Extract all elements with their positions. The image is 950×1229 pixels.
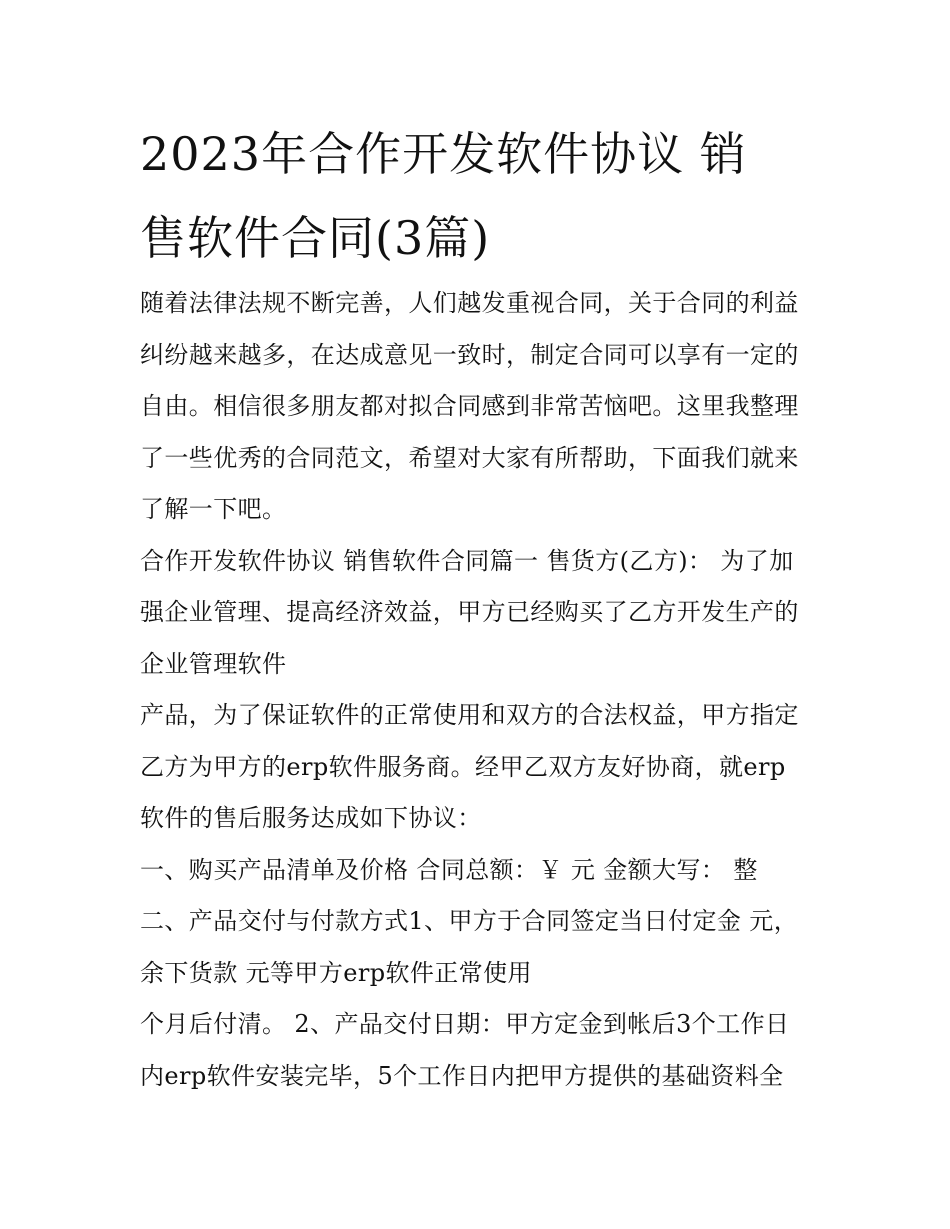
document-body xyxy=(140,278,830,1102)
body-line: 自由。相信很多朋友都对拟合同感到非常苦恼吧。这里我整理 xyxy=(140,392,799,420)
document-title xyxy=(140,112,820,280)
body-line: 乙方为甲方的erp软件服务商。经甲乙双方友好协商，就erp xyxy=(140,752,786,781)
body-line: 余下货款 元等甲方erp软件正常使用 xyxy=(140,958,532,987)
body-line: 了一些优秀的合同范文，希望对大家有所帮助，下面我们就来 xyxy=(140,443,799,472)
body-line: 产品，为了保证软件的正常使用和双方的合法权益，甲方指定 xyxy=(140,701,799,729)
body-line: 纠纷越来越多，在达成意见一致时，制定合同可以享有一定的 xyxy=(140,340,799,369)
title-line: 2023年合作开发软件协议 销 xyxy=(140,127,747,181)
body-line: 随着法律法规不断完善，人们越发重视合同，关于合同的利益 xyxy=(140,289,799,317)
body-line: 个月后付清。 2、产品交付日期：甲方定金到帐后3个工作日 xyxy=(140,1010,790,1038)
body-line: 内erp软件安装完毕，5个工作日内把甲方提供的基础资料全 xyxy=(140,1061,784,1090)
body-line: 企业管理软件 xyxy=(140,649,287,678)
body-line: 了解一下吧。 xyxy=(140,495,287,523)
body-line: 二、产品交付与付款方式1、甲方于合同签定当日付定金 元， xyxy=(140,907,799,935)
title-line: 售软件合同(3篇) xyxy=(140,211,491,265)
body-line: 强企业管理、提高经济效益，甲方已经购买了乙方开发生产的 xyxy=(140,598,799,626)
body-line: 软件的售后服务达成如下协议： xyxy=(140,804,482,832)
body-line: 一、购买产品清单及价格 合同总额：￥ 元 金额大写： 整 xyxy=(140,855,758,884)
body-line: 合作开发软件协议 销售软件合同篇一 售货方(乙方)： 为了加 xyxy=(140,546,794,575)
